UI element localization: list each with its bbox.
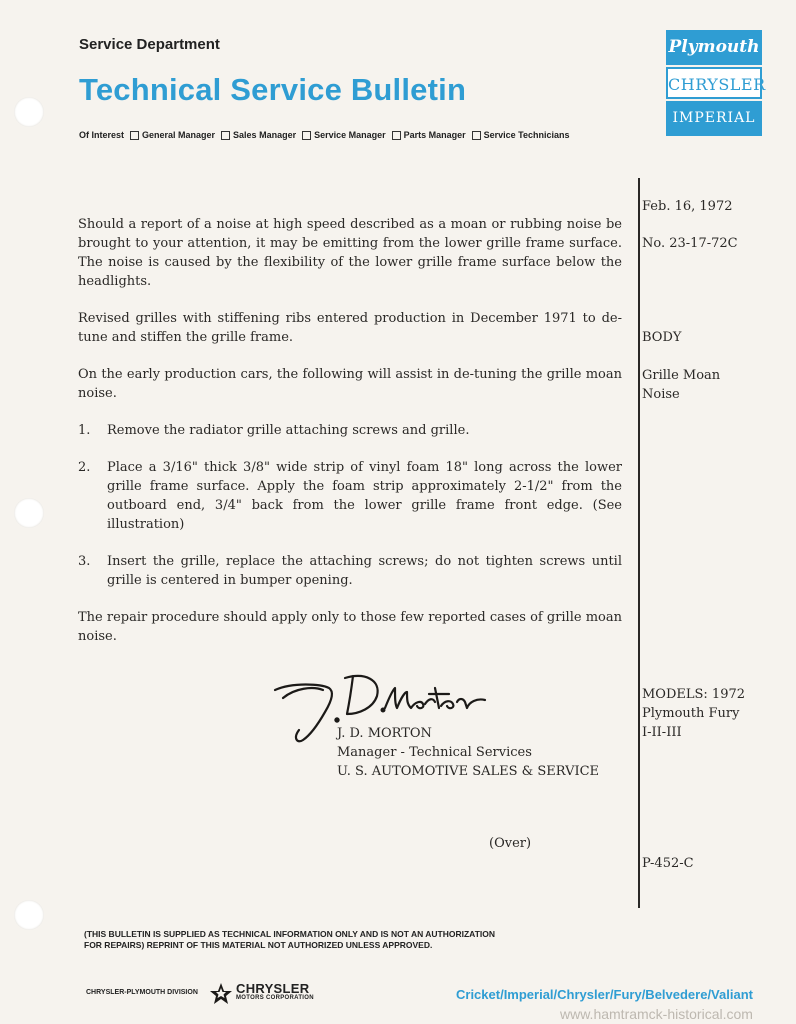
imperial-logo: IMPERIAL [666,101,762,136]
step-item [78,458,622,534]
chrysler-logo: CHRYSLER [666,67,762,99]
disclaimer-line: (THIS BULLETIN IS SUPPLIED AS TECHNICAL INFORMATION ONLY AND IS NOT AN AUTHORIZATION [84,929,495,939]
step-text: Place a 3/16" thick 3/8" wide strip of vinyl foam 18" long across the lower grille frame surface. Apply the foam strip approximately 2-1/2" from the outboard end, 3/4" back from the lower grille frame front edge. (See illustration) [107,460,622,532]
models-line: Plymouth Fury [642,706,740,721]
interest-label: Of Interest [79,130,125,140]
interest-option-label: Sales Manager [233,130,297,140]
bulletin-date: Feb. 16, 1972 [642,199,733,214]
department-label: Service Department [79,36,220,53]
signer-name: J. D. MORTON [337,726,432,741]
checkbox-icon [221,131,230,140]
checkbox-icon [130,131,139,140]
models-line: I-II-III [642,725,682,740]
corp-name: CHRYSLER [236,981,310,996]
step-number: 2. [78,460,91,475]
subject-line: Noise [642,387,680,402]
brand-list: Cricket/Imperial/Chrysler/Fury/Belvedere/Valiant [456,987,753,1002]
pentastar-icon [209,982,233,1006]
corp-sub: MOTORS CORPORATION [236,995,314,1001]
binder-hole [14,498,44,528]
checkbox-icon [392,131,401,140]
interest-option-label: Parts Manager [403,130,466,140]
checkbox-icon [472,131,481,140]
step-item [78,552,622,590]
footer-disclaimer [84,929,495,951]
disclaimer-line: FOR REPAIRS) REPRINT OF THIS MATERIAL NOT AUTHORIZED UNLESS APPROVED. [84,940,433,950]
closing-paragraph: The repair procedure should apply only to those few reported cases of grille moan noise. [78,610,622,644]
bulletin-number: No. 23-17-72C [642,236,738,251]
signer-title: Manager - Technical Services [337,745,532,760]
body-paragraph: Revised grilles with stiffening ribs entered production in December 1971 to de-tune and stiffen the grille frame. [78,311,622,345]
interest-option-label: General Manager [142,130,216,140]
models-line: MODELS: 1972 [642,687,746,702]
step-item [78,421,622,440]
site-watermark: www.hamtramck-historical.com [560,1006,753,1022]
margin-rule [638,178,640,908]
interest-option [392,130,466,140]
subject-line: Grille Moan [642,368,721,383]
plymouth-logo: Plymouth [666,30,762,65]
over-label: (Over) [489,836,532,851]
chrysler-corporation-logo [236,982,314,1001]
form-number: P-452-C [642,856,694,871]
step-number: 1. [78,423,91,438]
interest-option [130,130,215,140]
interest-option-label: Service Technicians [483,130,570,140]
brand-logos [666,30,766,136]
binder-hole [14,97,44,127]
signer-org: U. S. AUTOMOTIVE SALES & SERVICE [337,764,600,779]
body-paragraph: Should a report of a noise at high speed described as a moan or rubbing noise be brought to your attention, it may be emitting from the lower grille frame surface. The noise is caused by the flexibility of the lower grille frame surface below the headlights. [78,217,622,289]
interest-row [79,130,570,140]
step-text: Insert the grille, replace the attaching screws; do not tighten screws until grille is centered in bumper opening. [107,554,622,588]
signature-block [337,724,599,781]
body-paragraph: On the early production cars, the following will assist in de-tuning the grille moan noise. [78,367,622,401]
interest-option [221,130,296,140]
step-text: Remove the radiator grille attaching screws and grille. [107,423,470,438]
bulletin-body [78,215,622,664]
interest-option [302,130,386,140]
checkbox-icon [302,131,311,140]
division-label: CHRYSLER-PLYMOUTH DIVISION [86,989,198,996]
interest-option-label: Service Manager [314,130,386,140]
step-number: 3. [78,554,91,569]
bulletin-category: BODY [642,330,682,345]
binder-hole [14,900,44,930]
bulletin-title: Technical Service Bulletin [79,72,467,107]
interest-option [472,130,570,140]
